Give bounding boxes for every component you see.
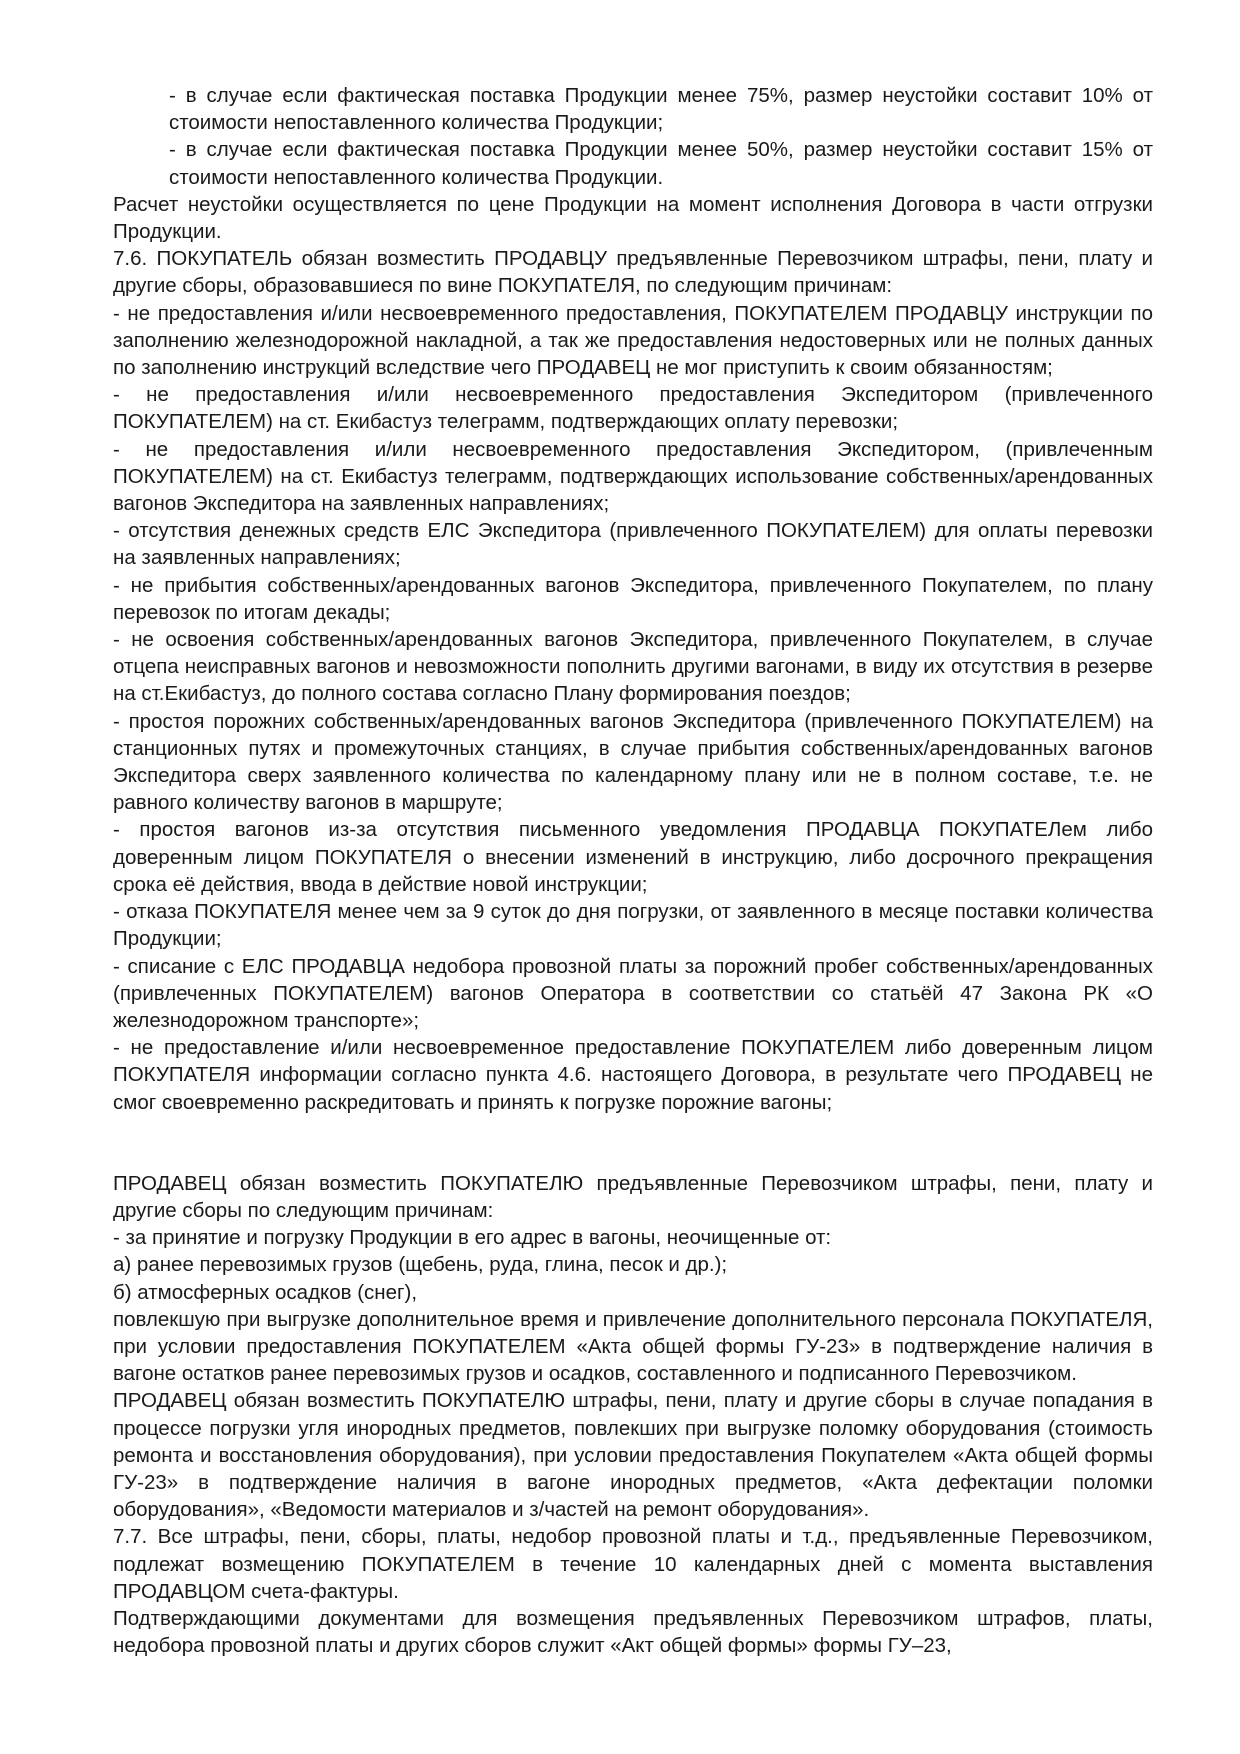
list-item: - не предоставления и/или несвоевременного предоставления Экспедитором (привлеченного ПОКУПАТЕЛЕМ) на ст. Екибастуз телеграмм, подтверждающих оплату перевозки; [113, 383, 1153, 434]
section-7-7-paragraph: 7.7. Все штрафы, пени, сборы, платы, недобор провозной платы и т.д., предъявленные Перевозчиком, подлежат возмещению ПОКУПАТЕЛЕМ в течение 10 календарных дней с момента выставления ПРОДАВЦОМ счета-фактуры. [113, 1525, 1153, 1603]
list-item: - не освоения собственных/арендованных вагонов Экспедитора, привлеченного Покупателем, в случае отцепа неисправных вагонов и невозможности пополнить другими вагонами, в виду их отсутствия в резерве на ст.Екибастуз, до полного состава согласно Плану формирования поездов; [113, 628, 1153, 706]
section-7-6-paragraph: 7.6. ПОКУПАТЕЛЬ обязан возместить ПРОДАВЦУ предъявленные Перевозчиком штрафы, пени, плату и другие сборы, образовавшиеся по вине ПОКУПАТЕЛЯ, по следующим причинам: [113, 247, 1153, 298]
paragraph: Подтверждающими документами для возмещения предъявленных Перевозчиком штрафов, платы, недобора провозной платы и других сборов служит «Акт общей формы» формы ГУ–23, [113, 1606, 1153, 1658]
paragraph: - в случае если фактическая поставка Продукции менее 50%, размер неустойки составит 15% от стоимости непоставленного количества Продукции. [169, 138, 1153, 189]
list-item: а) ранее перевозимых грузов (щебень, руда, глина, песок и др.); [113, 1253, 728, 1277]
paragraph: Расчет неустойки осуществляется по цене Продукции на момент исполнения Договора в части отгрузки Продукции. [113, 192, 1153, 244]
document-body [113, 82, 1153, 1659]
list-item: - не предоставления и/или несвоевременного предоставления Экспедитором, (привлеченным ПОКУПАТЕЛЕМ) на ст. Екибастуз телеграмм, подтверждающих использование собственных/арендованных вагонов Экспедитора на заявленных направлениях; [113, 437, 1153, 516]
list-item: - не прибытия собственных/арендованных вагонов Экспедитора, привлеченного Покупателем, по плану перевозок по итогам декады; [113, 573, 1153, 624]
list-item: - за принятие и погрузку Продукции в его адрес в вагоны, неочищенные от: [113, 1226, 832, 1250]
list-item: - не предоставления и/или несвоевременного предоставления, ПОКУПАТЕЛЕМ ПРОДАВЦУ инструкции по заполнению железнодорожной накладной, а так же предоставления недостоверных или не полных данных по заполнению инструкций вследствие чего ПРОДАВЕЦ не мог приступить к своим обязанностям; [113, 301, 1153, 380]
list-item: - простоя вагонов из-за отсутствия письменного уведомления ПРОДАВЦА ПОКУПАТЕЛем либо доверенным лицом ПОКУПАТЕЛЯ о внесении изменений в инструкцию, либо досрочного прекращения срока её действия, ввода в действие новой инструкции; [113, 818, 1153, 896]
paragraph: - в случае если фактическая поставка Продукции менее 75%, размер неустойки составит 10% от стоимости непоставленного количества Продукции; [169, 84, 1153, 135]
paragraph: повлекшую при выгрузке дополнительное время и привлечение дополнительного персонала ПОКУПАТЕЛЯ, при условии предоставления ПОКУПАТЕЛЕМ «Акта общей формы ГУ-23» в подтверждение наличия в вагоне остатков ранее перевозимых грузов и осадков, составленного и подписанного Перевозчиком. [113, 1307, 1153, 1386]
list-item: б) атмосферных осадков (снег), [113, 1280, 418, 1304]
paragraph: ПРОДАВЕЦ обязан возместить ПОКУПАТЕЛЮ предъявленные Перевозчиком штрафы, пени, плату и другие сборы по следующим причинам: [113, 1171, 1153, 1222]
list-item: - отсутствия денежных средств ЕЛС Экспедитора (привлеченного ПОКУПАТЕЛЕМ) для оплаты перевозки на заявленных направлениях; [113, 519, 1153, 570]
list-item: - не предоставление и/или несвоевременное предоставление ПОКУПАТЕЛЕМ либо доверенным лицом ПОКУПАТЕЛЯ информации согласно пункта 4.6. настоящего Договора, в результате чего ПРОДАВЕЦ не смог своевременно раскредитовать и принять к погрузке порожние вагоны; [113, 1036, 1153, 1114]
list-item: - списание с ЕЛС ПРОДАВЦА недобора провозной платы за порожний пробег собственных/арендованных (привлеченных ПОКУПАТЕЛЕМ) вагонов Оператора в соответствии со статьёй 47 Закона РК «О железнодорожном транспорте»; [113, 954, 1153, 1032]
paragraph: ПРОДАВЕЦ обязан возместить ПОКУПАТЕЛЮ штрафы, пени, плату и другие сборы в случае попадания в процессе погрузки угля инородных предметов, повлекших при выгрузке поломку оборудования (стоимость ремонта и восстановления оборудования), при условии предоставления Покупателем «Акта общей формы ГУ-23» в подтверждение наличия в вагоне инородных предметов, «Акта дефектации поломки оборудования», «Ведомости материалов и з/частей на ремонт оборудования». [113, 1389, 1153, 1522]
list-item: - отказа ПОКУПАТЕЛЯ менее чем за 9 суток до дня погрузки, от заявленного в месяце поставки количества Продукции; [113, 900, 1153, 951]
list-item: - простоя порожних собственных/арендованных вагонов Экспедитора (привлеченного ПОКУПАТЕЛЕМ) на станционных путях и промежуточных станциях, в случае прибытия собственных/арендованных вагонов Экспедитора сверх заявленного количества по календарному плану или не в полном составе, т.е. не равного количеству вагонов в маршруте; [113, 709, 1153, 815]
